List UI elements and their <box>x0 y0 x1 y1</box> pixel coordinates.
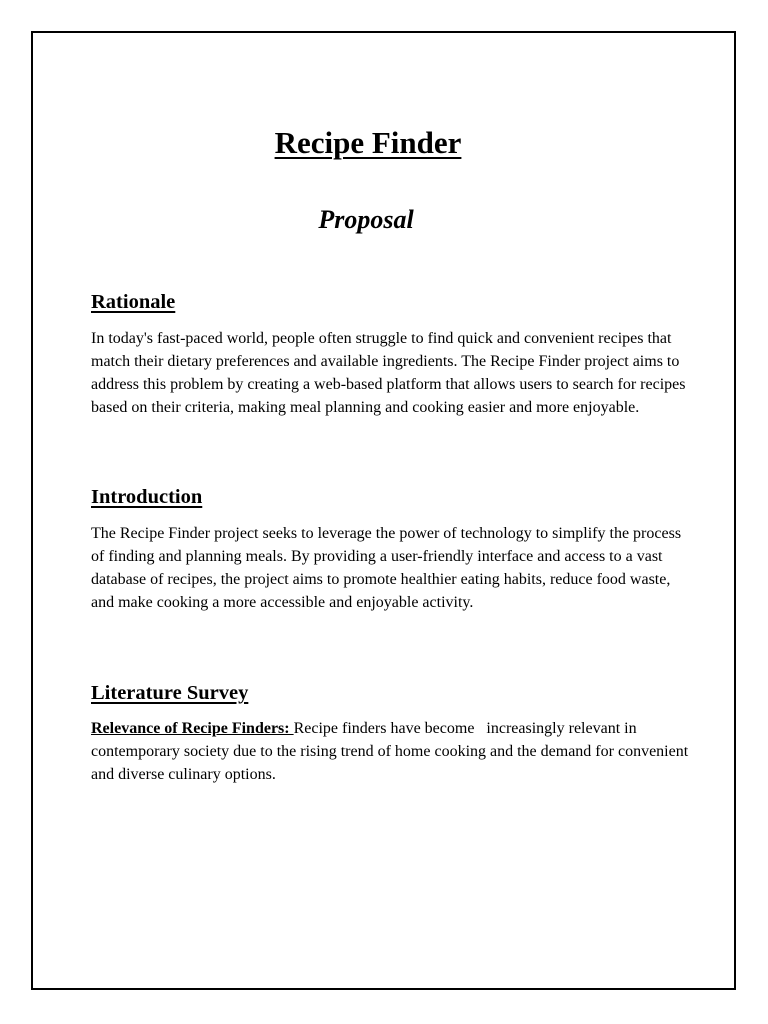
document-subtitle: Proposal <box>318 205 414 234</box>
relevance-lead-in: Relevance of Recipe Finders: <box>91 720 294 737</box>
page-border <box>31 31 736 990</box>
section-heading-introduction: Introduction <box>91 486 203 508</box>
section-heading-rationale: Rationale <box>91 291 176 313</box>
section-heading-literature-survey: Literature Survey <box>91 682 249 704</box>
document-title: Recipe Finder <box>274 125 462 160</box>
section-body-rationale: In today's fast-paced world, people often struggle to find quick and convenient recipes that match their dietary preferences and available ingredients. The Recipe Finder project aims to address this problem by creating a web-based platform that allows users to search for recipes based on their criteria, making meal planning and cooking easier and more enjoyable. <box>91 330 686 416</box>
section-body-literature-survey <box>91 717 691 786</box>
relevance-text: Recipe finders have become increasingly relevant in contemporary society due to the rising trend of home cooking and the demand for convenient and diverse culinary options. <box>91 720 693 783</box>
section-body-introduction: The Recipe Finder project seeks to leverage the power of technology to simplify the process of finding and planning meals. By providing a user-friendly interface and access to a vast database of recipes, the project aims to promote healthier eating habits, reduce food waste, and make cooking a more accessible and enjoyable activity. <box>91 525 682 611</box>
